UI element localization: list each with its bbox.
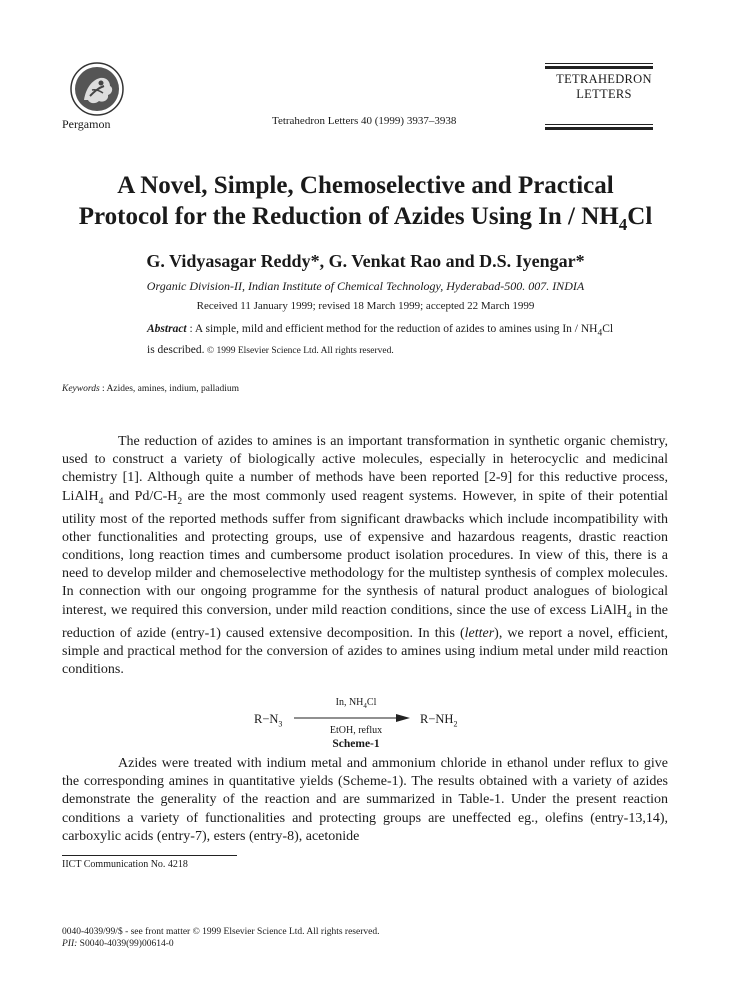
reaction-scheme <box>240 693 480 753</box>
authors: G. Vidyasagar Reddy*, G. Venkat Rao and D.S. Iyengar* <box>146 251 585 271</box>
journal-name-line1: TETRAHEDRON <box>556 72 652 86</box>
pergamon-logo <box>70 62 124 116</box>
p1-letter-italic: letter <box>464 625 495 641</box>
title-line1: A Novel, Simple, Chemoselective and Practical <box>117 172 614 199</box>
scheme-reagent-top <box>308 697 404 710</box>
title-subscript: 4 <box>618 215 628 234</box>
keywords-label: Keywords <box>62 384 100 394</box>
scheme-reactant <box>254 712 282 729</box>
title-line2-part-b: Cl <box>627 203 653 230</box>
abstract <box>147 321 617 360</box>
pii-value: S0040-4039(99)00614-0 <box>77 939 174 949</box>
abstract-subscript: 4 <box>597 328 603 339</box>
p1-text-d: in the reduction of azide (entry-1) caused extensive decomposition. In this ( <box>62 602 668 641</box>
footnote: IICT Communication No. 4218 <box>62 859 188 870</box>
title-line2 <box>78 203 653 234</box>
pii-line <box>62 938 379 950</box>
pii-label: PII: <box>62 939 78 949</box>
abstract-copyright: © 1999 Elsevier Science Ltd. All rights reserved. <box>204 346 394 357</box>
scheme-label: Scheme-1 <box>332 738 380 750</box>
copyright-block <box>62 926 379 950</box>
copyright-line: 0040-4039/99/$ - see front matter © 1999 Elsevier Science Ltd. All rights reserved. <box>62 927 380 937</box>
p1-text-a: The reduction of azides to amines is an important transformation in synthetic organic chemistry, used to construct a variety of biologically active molecules, especially in heterocyclic and medicinal chemistry [1]. Although quite a number of methods have been reported [2-9] for this reductive process, LiAlH <box>62 434 668 504</box>
reagent-top-text: In, NH <box>335 697 364 708</box>
journal-name <box>552 72 656 102</box>
publisher-name: Pergamon <box>62 117 111 131</box>
keywords <box>62 384 239 394</box>
keywords-text: : Azides, amines, indium, palladium <box>99 384 239 394</box>
abstract-text-b: Cl is described. <box>147 323 614 357</box>
body-paragraph-2: Azides were treated with indium metal and ammonium chloride in ethanol under reflux to give the corresponding amines in quantitative yields (Scheme-1). The results obtained with a variety of azides demonstrate the generality of the reaction and are summarized in Table-1. Under the present reaction conditions a variety of functionalities and protecting groups are uneffected eg., olefins (entry-13,14), carboxylic acids (entry-7), esters (entry-8), acetonide <box>62 756 668 844</box>
abstract-text-a: : A simple, mild and efficient method for the reduction of azides to amines using In / NH <box>186 323 598 335</box>
footnote-rule <box>62 855 237 856</box>
affiliation: Organic Division-II, Indian Institute of Chemical Technology, Hyderabad-500. 007. INDIA <box>146 279 585 293</box>
scheme-reagent-bottom: EtOH, reflux <box>329 725 383 736</box>
p1-text-c: are the most commonly used reagent systems. However, in spite of their potential utility most of the reported methods suffer from significant drawbacks which include incompatibility with other functionalities and protecting groups, use of expensive and hazardous reagents, drastic reaction conditions, long reaction times and cumbersome product isolation procedures. In view of this, there is a need to develop milder and chemoselective methodology for the multistep synthesis of complex molecules. In connection with our ongoing programme for the synthesis of natural product analogues of biological interest, we required this conversion, under mild reaction conditions, since the use of excess LiAlH <box>62 488 668 618</box>
reagent-top-text-b: Cl <box>366 697 377 708</box>
product-subscript: 2 <box>453 719 458 729</box>
p1-subscript-1: 4 <box>98 496 104 507</box>
product-text: R−NH <box>420 712 454 726</box>
journal-reference: Tetrahedron Letters 40 (1999) 3937–3938 <box>272 115 457 127</box>
p1-text-b: and Pd/C-H <box>103 488 178 504</box>
p1-subscript-3: 4 <box>626 610 632 621</box>
reactant-text: R−N <box>254 712 279 726</box>
journal-rule-bottom-thin <box>545 124 653 125</box>
scheme-product <box>420 712 457 729</box>
p1-text-e: ), we report a novel, efficient, simple and practical method for the conversion of azides to amines using indium metal under mild reaction conditions. <box>62 625 668 678</box>
reactant-subscript: 3 <box>278 719 283 729</box>
reagent-top-subscript: 4 <box>363 702 367 710</box>
journal-rule-top-thin <box>545 63 653 64</box>
abstract-label: Abstract <box>147 323 187 335</box>
journal-name-line2: LETTERS <box>576 87 632 101</box>
body-paragraph-1 <box>62 433 668 679</box>
journal-rule-bottom-thick <box>545 127 653 130</box>
journal-rule-top-thick <box>545 66 653 69</box>
p1-subscript-2: 2 <box>177 496 183 507</box>
title-line2-part-a: Protocol for the Reduction of Azides Using In / NH <box>78 203 619 230</box>
received-dates: Received 11 January 1999; revised 18 March 1999; accepted 22 March 1999 <box>196 300 535 312</box>
reaction-arrow <box>292 713 412 723</box>
article-title <box>20 170 711 232</box>
